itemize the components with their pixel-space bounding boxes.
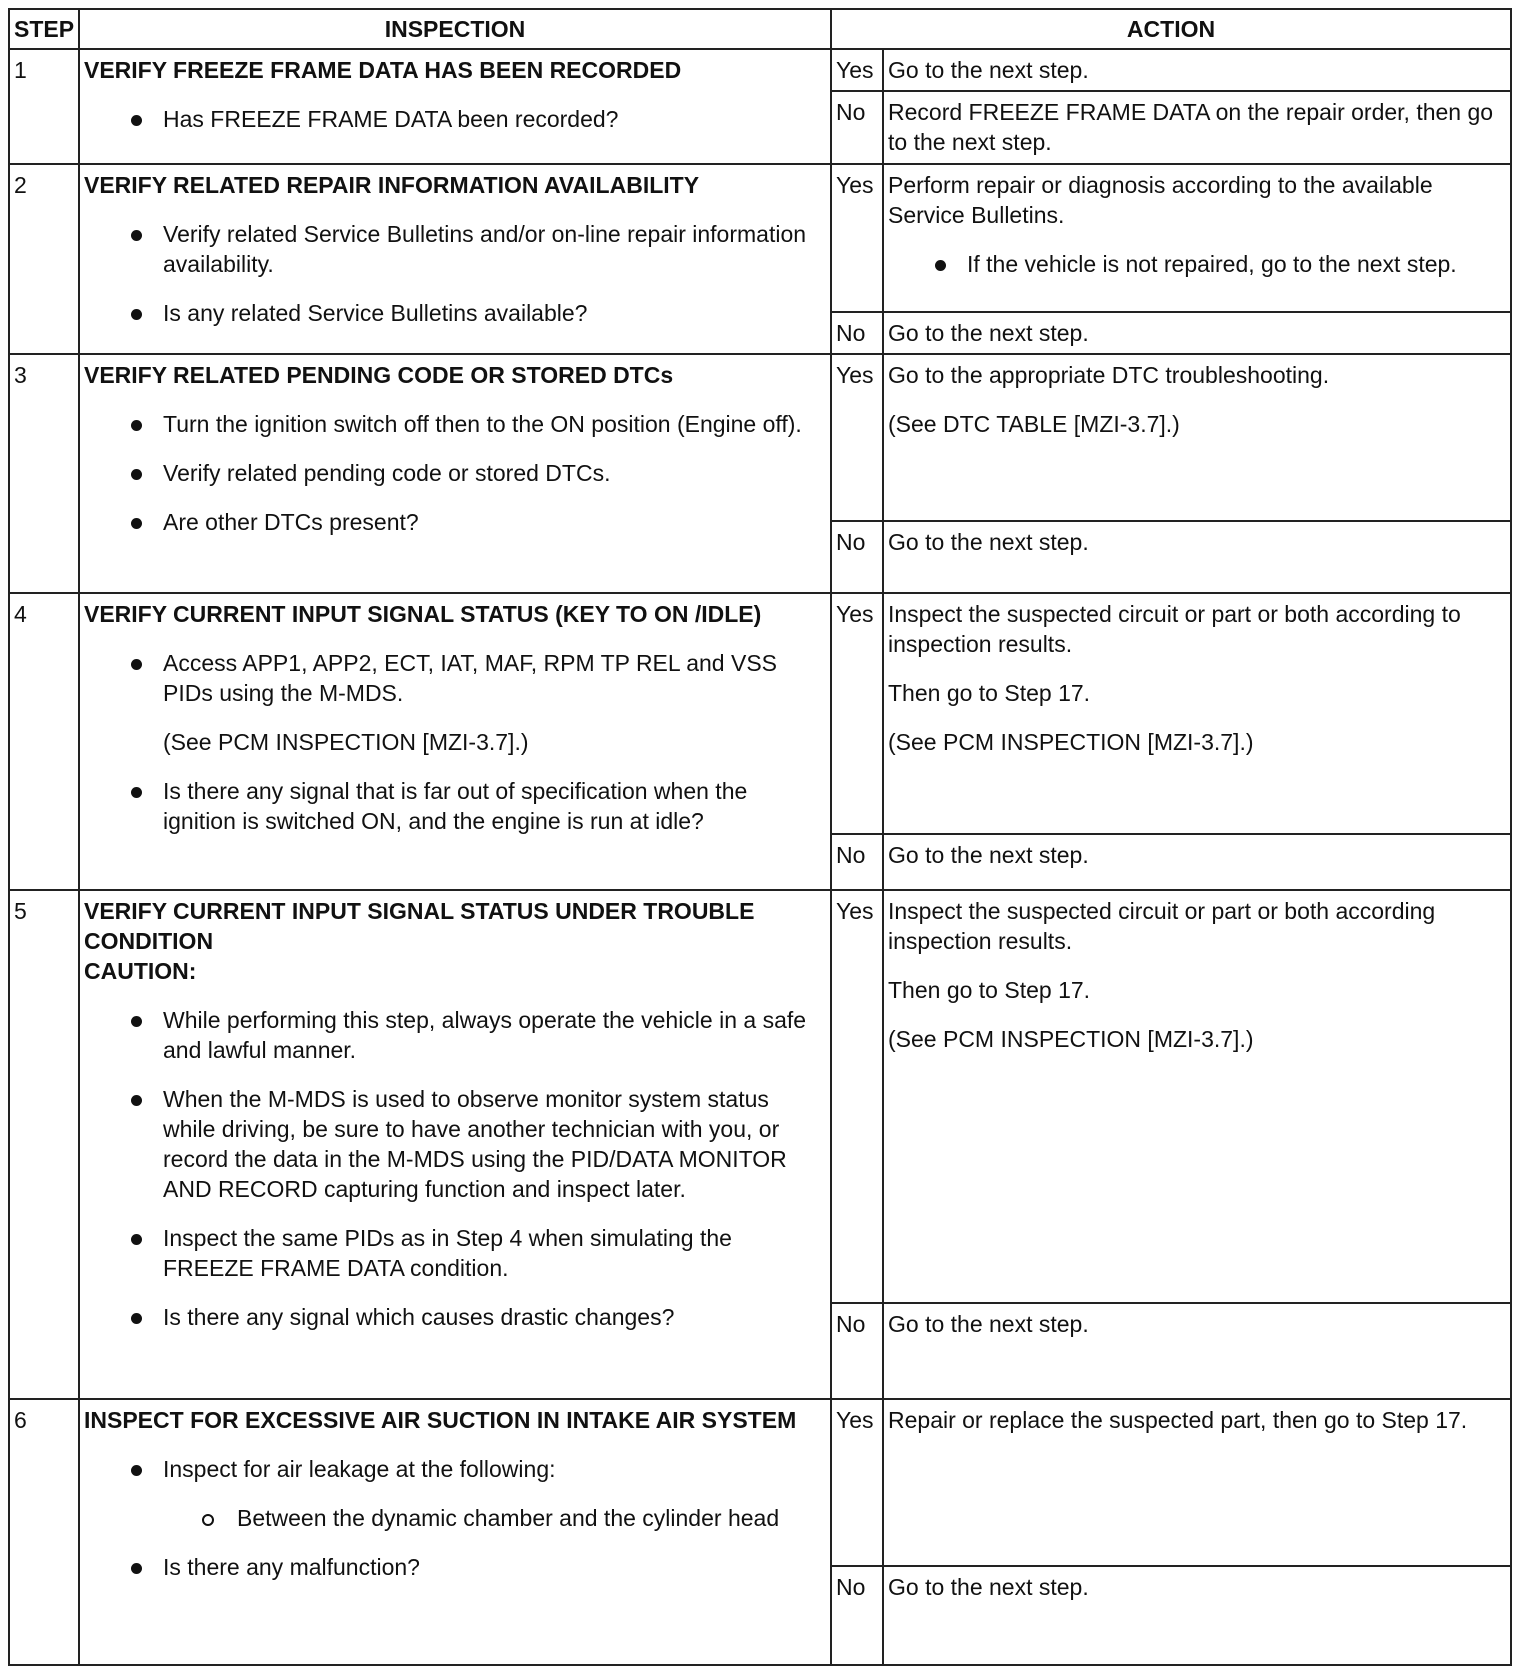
- action-text: Perform repair or diagnosis according to the available Service Bulletins.: [888, 171, 1433, 228]
- step-number: 5: [9, 890, 79, 1399]
- step-number: 3: [9, 354, 79, 593]
- table-row-step-3: [9, 354, 1511, 521]
- action-column-header: ACTION: [831, 9, 1511, 49]
- bullet-item: While performing this step, always operate the vehicle in a safe and lawful manner.: [84, 1005, 826, 1065]
- action-text: Go to the appropriate DTC troubleshooting.: [888, 362, 1330, 389]
- table-row-step-6: [9, 1399, 1511, 1567]
- table-row-step-4: [9, 593, 1511, 834]
- no-action: [883, 834, 1511, 889]
- step-title: VERIFY FREEZE FRAME DATA HAS BEEN RECORDED: [84, 57, 682, 84]
- bullet-item: Turn the ignition switch off then to the ON position (Engine off).: [84, 409, 826, 439]
- sub-bullet-item: Between the dynamic chamber and the cylinder head: [84, 1503, 826, 1533]
- inspection-column-header: INSPECTION: [79, 9, 831, 49]
- table-row-step-5: [9, 890, 1511, 1304]
- no-label: No: [831, 521, 883, 593]
- bullet-item: When the M-MDS is used to observe monitor system status while driving, be sure to have another technician with you, or record the data in the M-MDS using the PID/DATA MONITOR AND RECORD capturing function and inspect later.: [84, 1084, 826, 1204]
- inspection-cell: [79, 354, 831, 593]
- action-text: Go to the next step.: [888, 320, 1089, 347]
- yes-action: [883, 593, 1511, 834]
- yes-label: Yes: [831, 1399, 883, 1567]
- yes-label: Yes: [831, 354, 883, 521]
- action-text: Go to the next step.: [888, 842, 1089, 869]
- action-text: Inspect the suspected circuit or part or both according inspection results.: [888, 897, 1436, 954]
- action-text: Go to the next step.: [888, 1311, 1089, 1338]
- no-label: No: [831, 312, 883, 354]
- inspection-cell: [79, 593, 831, 889]
- action-text: Then go to Step 17.: [888, 976, 1091, 1003]
- caution-heading: CAUTION:: [84, 957, 197, 984]
- bullet-item: Is any related Service Bulletins available?: [84, 298, 826, 328]
- no-action: [883, 1303, 1511, 1398]
- reference-text: (See PCM INSPECTION [MZI-3.7].): [888, 1025, 1254, 1052]
- bullet-item: Are other DTCs present?: [84, 507, 826, 537]
- step-title: INSPECT FOR EXCESSIVE AIR SUCTION IN INTAKE AIR SYSTEM: [84, 1406, 797, 1433]
- inspection-cell: [79, 890, 831, 1399]
- action-text: Inspect the suspected circuit or part or both according to inspection results.: [888, 601, 1461, 658]
- yes-label: Yes: [831, 890, 883, 1304]
- inspection-cell: [79, 49, 831, 163]
- no-action: [883, 521, 1511, 593]
- step-number: 2: [9, 164, 79, 355]
- reference-text: (See DTC TABLE [MZI-3.7].): [888, 411, 1180, 438]
- no-label: No: [831, 91, 883, 163]
- action-text: Go to the next step.: [888, 57, 1089, 84]
- yes-action: [883, 49, 1511, 91]
- bullet-item: Is there any signal which causes drastic changes?: [84, 1302, 826, 1332]
- table-row-step-2: [9, 164, 1511, 313]
- diagnostic-procedure-document: [8, 8, 1510, 1666]
- step-title: VERIFY CURRENT INPUT SIGNAL STATUS UNDER TROUBLE CONDITION: [84, 897, 755, 954]
- bullet-item: Access APP1, APP2, ECT, IAT, MAF, RPM TP REL and VSS PIDs using the M-MDS.: [84, 648, 826, 708]
- bullet-item: If the vehicle is not repaired, go to the next step.: [888, 249, 1506, 279]
- no-label: No: [831, 834, 883, 889]
- inspection-cell: [79, 164, 831, 355]
- step-title: VERIFY RELATED REPAIR INFORMATION AVAILABILITY: [84, 171, 700, 198]
- table-header-row: [9, 9, 1511, 49]
- yes-label: Yes: [831, 593, 883, 834]
- no-action: [883, 1566, 1511, 1665]
- action-text: Go to the next step.: [888, 1574, 1089, 1601]
- step-number: 4: [9, 593, 79, 889]
- no-label: No: [831, 1303, 883, 1398]
- inspection-cell: [79, 1399, 831, 1665]
- bullet-item: Verify related pending code or stored DTCs.: [84, 458, 826, 488]
- step-title: VERIFY RELATED PENDING CODE OR STORED DTCs: [84, 362, 674, 389]
- action-text: Then go to Step 17.: [888, 680, 1091, 707]
- action-text: Repair or replace the suspected part, then go to Step 17.: [888, 1406, 1468, 1433]
- bullet-item: Is there any signal that is far out of specification when the ignition is switched ON, and the engine is run at idle?: [84, 776, 826, 836]
- yes-label: Yes: [831, 49, 883, 91]
- yes-action: [883, 354, 1511, 521]
- inspection-table: [8, 8, 1512, 1666]
- step-title: VERIFY CURRENT INPUT SIGNAL STATUS (KEY TO ON /IDLE): [84, 601, 762, 628]
- bullet-item: Inspect the same PIDs as in Step 4 when simulating the FREEZE FRAME DATA condition.: [84, 1223, 826, 1283]
- step-column-header: STEP: [9, 9, 79, 49]
- bullet-item: Is there any malfunction?: [84, 1552, 826, 1582]
- no-label: No: [831, 1566, 883, 1665]
- yes-action: [883, 890, 1511, 1304]
- no-action: [883, 312, 1511, 354]
- table-row-step-1: [9, 49, 1511, 91]
- yes-action: [883, 164, 1511, 313]
- bullet-item: Inspect for air leakage at the following:: [84, 1454, 826, 1484]
- bullet-item: Verify related Service Bulletins and/or on-line repair information availability.: [84, 219, 826, 279]
- yes-action: [883, 1399, 1511, 1567]
- action-text: Go to the next step.: [888, 529, 1089, 556]
- reference-text: (See PCM INSPECTION [MZI-3.7].): [888, 729, 1254, 756]
- action-text: Record FREEZE FRAME DATA on the repair order, then go to the next step.: [888, 99, 1494, 156]
- step-number: 1: [9, 49, 79, 163]
- no-action: [883, 91, 1511, 163]
- step-number: 6: [9, 1399, 79, 1665]
- bullet-item: Has FREEZE FRAME DATA been recorded?: [84, 104, 826, 134]
- reference-text: (See PCM INSPECTION [MZI-3.7].): [163, 729, 529, 756]
- yes-label: Yes: [831, 164, 883, 313]
